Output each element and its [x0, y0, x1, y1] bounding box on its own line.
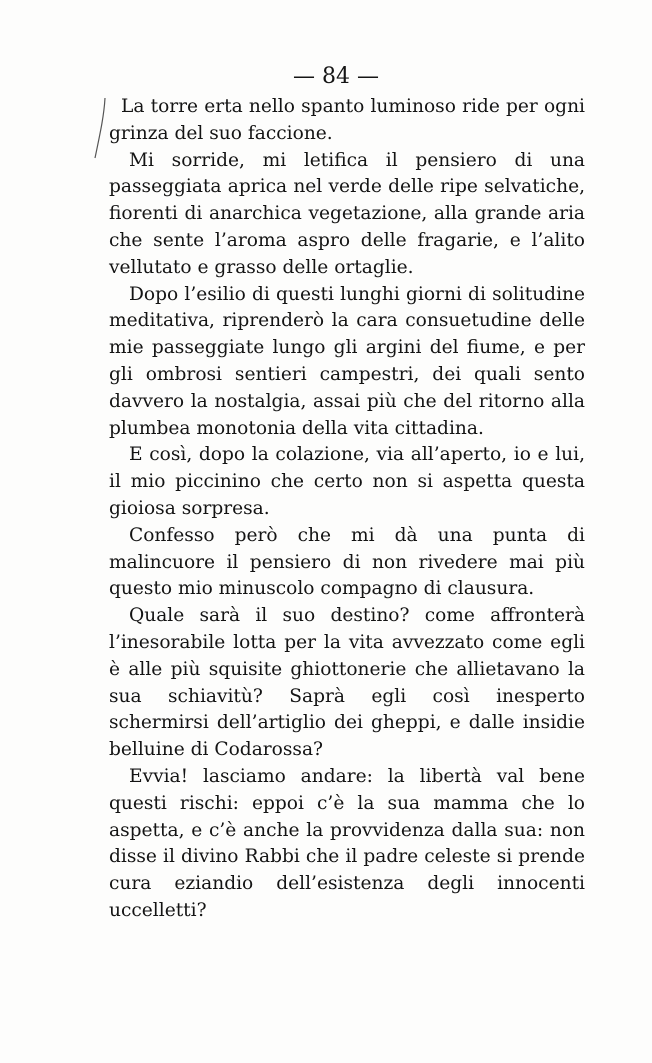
page-number: — 84 — — [293, 64, 379, 89]
paragraph: Mi sorride, mi letifica il pensiero di una passeggiata aprica nel verde delle ripe selvatiche, fiorenti di anarchica vegetazione, alla grande aria che sente l’aroma aspro delle fragarie, e l’alito vellutato e grasso delle ortaglie. — [109, 149, 585, 278]
paragraph: Quale sarà il suo destino? come affronterà l’inesorabile lotta per la vita avvezzato come egli è alle più squisite ghiottonerie che allietavano la sua schiavitù? Saprà egli così inesperto schermirsi dell’artiglio dei gheppi, e dalle insidie belluine di Codarossa? — [109, 605, 585, 761]
pencil-margin-mark — [92, 96, 110, 160]
paragraph: Dopo l’esilio di questi lunghi giorni di solitudine meditativa, riprenderò la cara consuetudine delle mie passeggiate lungo gli argini del fiume, e per gli ombrosi sentieri campestri, dei quali sento davvero la nostalgia, assai più che del ritorno alla plumbea monotonia della vita cittadina. — [109, 283, 585, 439]
body-text — [109, 94, 585, 925]
paragraph: Evvia! lasciamo andare: la libertà val bene questi rischi: eppoi c’è la sua mamma che lo aspetta, e c’è anche la provvidenza dalla sua: non disse il divino Rabbi che il padre celeste si prende cura eziandio dell’esistenza degli innocenti uccelletti? — [109, 765, 585, 921]
paragraph: Confesso però che mi dà una punta di malincuore il pensiero di non rivedere mai più questo mio minuscolo compagno di clausura. — [109, 524, 585, 600]
paragraph: La torre erta nello spanto luminoso ride per ogni grinza del suo faccione. — [109, 96, 585, 144]
paragraph: E così, dopo la colazione, via all’aperto, io e lui, il mio piccinino che certo non si aspetta questa gioiosa sorpresa. — [109, 444, 585, 519]
